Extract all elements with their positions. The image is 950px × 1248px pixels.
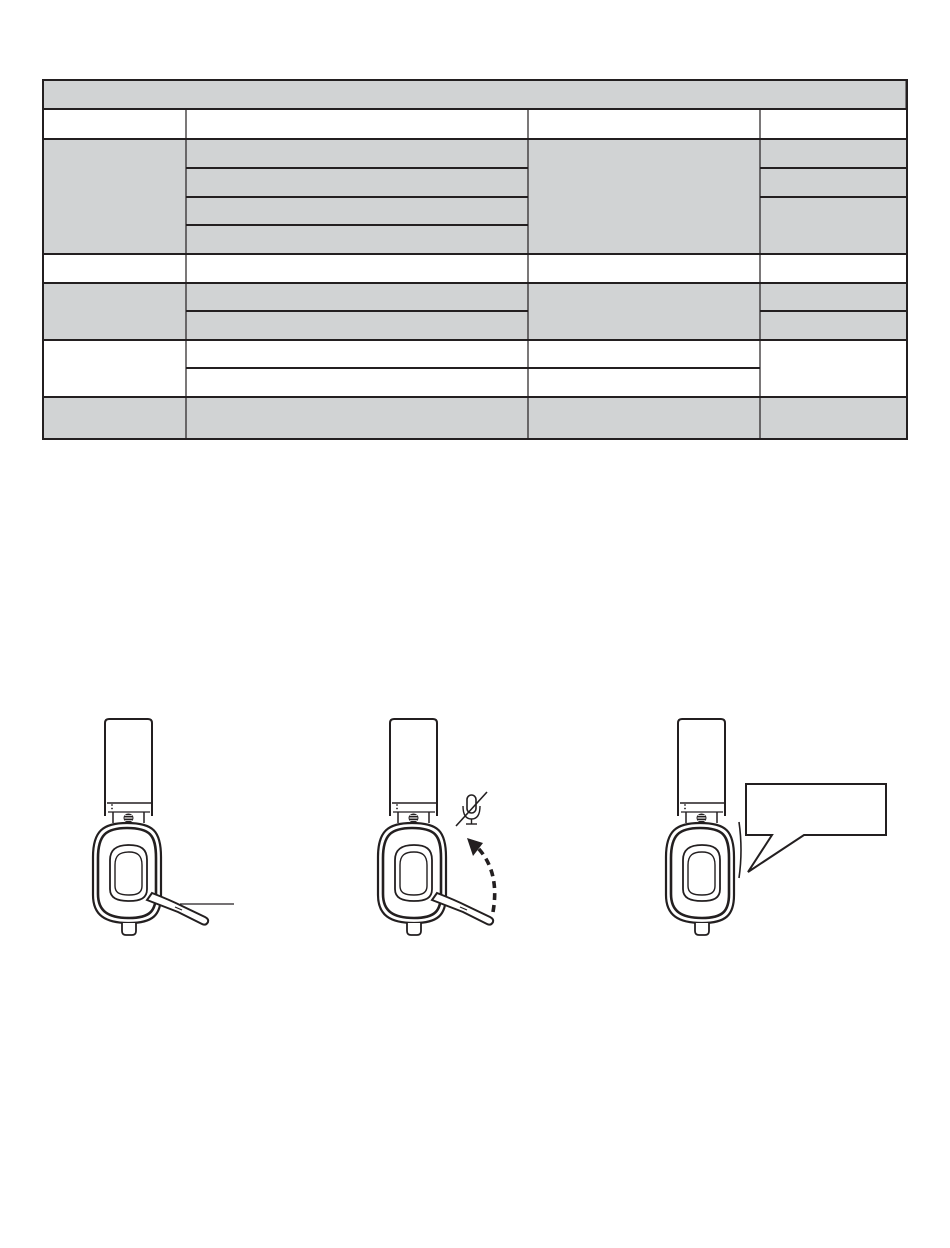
table-title-bar: [42, 79, 908, 109]
headset-speech-bubble-figure: [666, 719, 886, 935]
headset-illustrations: [0, 700, 950, 950]
headset-mic-raised-figure: [378, 719, 495, 935]
headset-mic-down-figure: [93, 719, 234, 935]
mic-mute-icon: [456, 792, 487, 826]
speech-bubble: [746, 784, 886, 872]
row-group-5: [42, 397, 908, 439]
specification-table: [42, 79, 908, 440]
rotate-arrow: [478, 848, 495, 912]
table-rules: [42, 80, 908, 439]
